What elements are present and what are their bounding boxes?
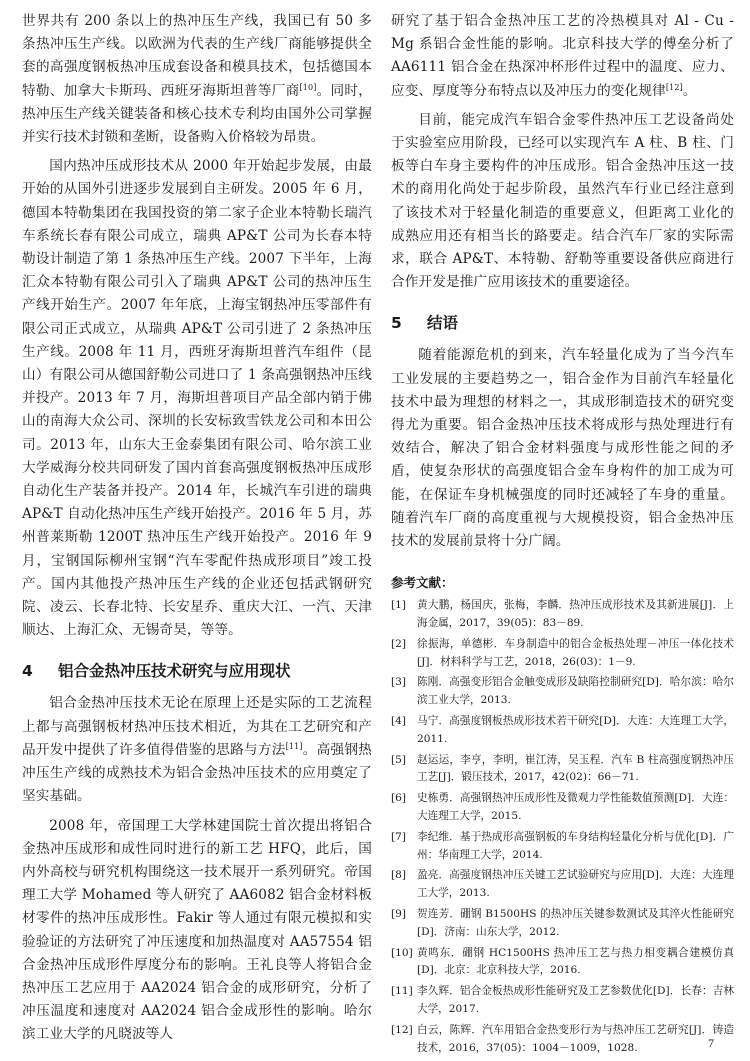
reference-number: [12] <box>391 1023 413 1036</box>
reference-number: [9] <box>391 908 407 921</box>
section-heading-4 <box>22 660 372 682</box>
reference-item <box>391 636 734 672</box>
right-column <box>391 10 734 1060</box>
reference-item <box>391 790 734 826</box>
reference-item <box>391 945 734 981</box>
reference-item <box>391 906 734 942</box>
paragraph-text: 世界共有 200 条以上的热冲压生产线，我国已有 50 多条热冲压生产线。以欧洲为代表的生产线厂商能够提供全套的高强度钢板热冲压成套设备和模具技术，包括德国本特勒、加拿大卡斯玛、西班牙海斯坦普等厂商 <box>22 13 372 99</box>
section-number: 5 <box>391 314 402 333</box>
reference-number: [7] <box>391 830 407 843</box>
paragraph-domestic-history: 国内热冲压成形技术从 2000 年开始起步发展，由最开始的从国外引进逐步发展到自主研发。2005 年 6 月，德国本特勒集团在我国投资的第二家子企业本特勒长瑞汽车系统长春有限公司成立，瑞典 AP&T 公司为长春本特勒设计制造了第 1 条热冲压生产线。2007 下半年，上海汇众本特勒有限公司引入了瑞典 AP&T 公司的热冲压生产线开始生产。2007 年年底，上海宝钢热冲压零部件有限公司正式成立，从瑞典 AP&T 公司引进了 2 条热冲压生产线。2008 年 11 月，西班牙海斯坦普汽车组件（昆山）有限公司从德国舒勒公司进口了 1 条高强钢热冲压线并投产。2013 年 7 月，海斯坦普项目产品全部内销于佛山的南海大众公司、深圳的长安标致雪铁龙公司和本田公司。2013 年，山东大王金泰集团有限公司、哈尔滨工业大学威海分校共同研发了国内首套高强度钢板热冲压成形自动化生产装备并投产。2014 年，长城汽车引进的瑞典 AP&T 自动化热冲压生产线开始投产。2016 年 5 月，苏州普莱斯勒 1200T 热冲压生产线开始投产。2016 年 9 月，宝钢国际柳州宝钢“汽车零配件热成形项目”竣工投产。国内其他投产热冲压生产线的企业还包括武钢研究院、凌云、长春北特、长安星乔、重庆大江、一汽、天津顺达、上海汇众、无锡奇昊，等等。 <box>22 158 372 639</box>
paragraph-hfq-research: 2008 年，帝国理工大学林建国院士首次提出将铝合金热冲压成形和成性同时进行的新工艺 HFQ，此后，国内外高校与研究机构围绕这一技术展开一系列研究。帝国理工大学 Mohamed 等人研究了 AA6082 铝合金材料板材零件的热冲压成形性。Fakir 等人通过有限元模拟和实验验证的方法研究了冲压速度和加热温度对 AA57554 铝合金热冲压成形件厚度分布的影响。王礼良等人将铝合金热冲压工艺应用于 AA2024 铝合金的成形研究，分析了冲压温度和速度对 AA2024 铝合金成形性的影响。哈尔滨工业大学的凡晓波等人 <box>22 817 372 1043</box>
reference-text: 马宁．高强度钢板热成形技术若干研究[D]．大连：大连理工大学，2011. <box>417 715 734 745</box>
reference-number: [5] <box>391 753 407 766</box>
reference-item <box>391 829 734 865</box>
references-list <box>391 597 734 1057</box>
paragraph-conclusion: 随着能源危机的到来，汽车轻量化成为了当今汽车工业发展的主要趋势之一，铝合金作为目前汽车轻量化技术中最为理想的材料之一，其成形制造技术的研究变得尤为重要。铝合金热冲压技术将成形与热处理进行有效结合，解决了铝合金材料强度与成形性能之间的矛盾，使复杂形状的高强度铝合金车身构件的加工成为可能，在保证车身机械强度的同时还减轻了车身的重量。随着汽车厂商的高度重视与大规模投资，铝合金热冲压技术的发展前景将十分广阔。 <box>391 347 734 550</box>
paragraph-current-status: 目前，能完成汽车铝合金零件热冲压工艺设备尚处于实验室应用阶段，已经可以实现汽车 A 柱、B 柱、门板等白车身主要构件的冲压成形。铝合金热冲压这一技术的商用化尚处于起步阶段，虽然汽车行业已经注意到了该技术对于轻量化制造的重要意义，但距离工业化的成熟应用还有相当长的路要走。结合汽车厂家的实际需求，联合 AP&T、本特勒、舒勒等重要设备供应商进行合作开发是推广应用该技术的重要途径。 <box>391 111 734 291</box>
section-heading-5 <box>391 312 734 334</box>
reference-number: [6] <box>391 792 407 805</box>
reference-item <box>391 713 734 749</box>
reference-item <box>391 867 734 903</box>
paragraph-text-tail: 。同时，热冲压生产线关键装备和核心技术专利均由国外公司掌握并实行技术封锁和垄断，设备购入价格较为昂贵。 <box>22 82 372 146</box>
paragraph-text-tail: 。高强钢热冲压生产线的成熟技术为铝合金热冲压技术的应用奠定了坚实基础。 <box>22 741 372 805</box>
reference-number: [1] <box>391 599 407 612</box>
reference-number: [2] <box>391 637 407 650</box>
reference-text: 赵运运，李亨，李明，崔江涛，吴玉程．汽车 B 柱高强度钢热冲压工艺[J]．锻压技术，2017，42(02)：66－71. <box>417 753 734 784</box>
paragraph-global-lines <box>22 10 372 149</box>
reference-item <box>391 983 734 1019</box>
section-title: 结语 <box>427 314 459 333</box>
page-number: 7 <box>708 1036 714 1050</box>
citation-ref: [10] <box>299 82 317 92</box>
reference-item <box>391 674 734 710</box>
reference-text: 盈亮．高强度钢热冲压关键工艺试验研究与应用[D]．大连：大连理工大学，2013. <box>417 869 734 900</box>
reference-item <box>391 1022 734 1058</box>
section-number: 4 <box>22 662 33 681</box>
reference-number: [3] <box>391 676 407 689</box>
references-heading: 参考文献： <box>391 575 454 591</box>
reference-number: [8] <box>391 869 407 882</box>
reference-text: 史栋勇．高强钢热冲压成形性及微观力学性能数值预测[D]．大连：大连理工大学，2015. <box>417 792 734 823</box>
reference-text: 黄大鹏，杨国庆，张梅，李麟．热冲压成形技术及其新进展[J]．上海金属，2017，39(05)：83－89. <box>417 599 734 630</box>
reference-text: 黄鸣东．硼钢 HC1500HS 热冲压工艺与热力相变耦合建模仿真[D]．北京：北京科技大学，2016. <box>417 946 734 977</box>
paragraph-research-continued <box>391 10 734 103</box>
citation-ref: [12] <box>665 82 683 92</box>
reference-number: [4] <box>391 715 407 728</box>
reference-text: 李纪维．基于热成形高强钢板的车身结构轻量化分析与优化[D]．广州：华南理工大学，2014. <box>417 830 734 861</box>
paragraph-text-tail: 。 <box>682 82 697 99</box>
reference-number: [10] <box>391 946 413 959</box>
reference-item <box>391 597 734 633</box>
paragraph-aluminum-principle <box>22 692 372 808</box>
reference-text: 李久辉．铝合金板热成形性能研究及工艺参数优化[D]．长春：吉林大学，2017. <box>417 985 734 1015</box>
reference-number: [11] <box>391 985 413 998</box>
reference-text: 徐振海，单德彬．车身制造中的铝合金板热处理－冲压一体化技术[J]．材料科学与工艺，2018，26(03)：1－9. <box>417 637 734 668</box>
reference-text: 陈刚．高强变形铝合金触变成形及缺陷控制研究[D]．哈尔滨：哈尔滨工业大学，2013. <box>417 676 734 707</box>
paragraph-text: 铝合金热冲压技术无论在原理上还是实际的工艺流程上都与高强钢板材热冲压技术相近，为其在工艺研究和产品开发中提供了许多值得借鉴的思路与方法 <box>22 695 372 758</box>
section-title: 铝合金热冲压技术研究与应用现状 <box>58 662 291 681</box>
left-column <box>22 10 372 1047</box>
reference-item <box>391 752 734 788</box>
reference-text: 白云，陈辉．汽车用铝合金热变形行为与热冲压工艺研究[J]．铸造技术，2016，37(05)：1004－1009，1028. <box>417 1023 734 1054</box>
citation-ref: [11] <box>285 741 303 751</box>
paragraph-text: 研究了基于铝合金热冲压工艺的冷热模具对 Al - Cu - Mg 系铝合金性能的影响。北京科技大学的傅垒分析了 AA6111 铝合金在热深冲杯形件过程中的温度、应力、应变、厚度等分布特点以及冲压力的变化规律 <box>391 13 734 99</box>
reference-text: 贺连芳．硼钢 B1500HS 的热冲压关键参数测试及其淬火性能研究[D]．济南：山东大学，2012. <box>417 908 734 938</box>
